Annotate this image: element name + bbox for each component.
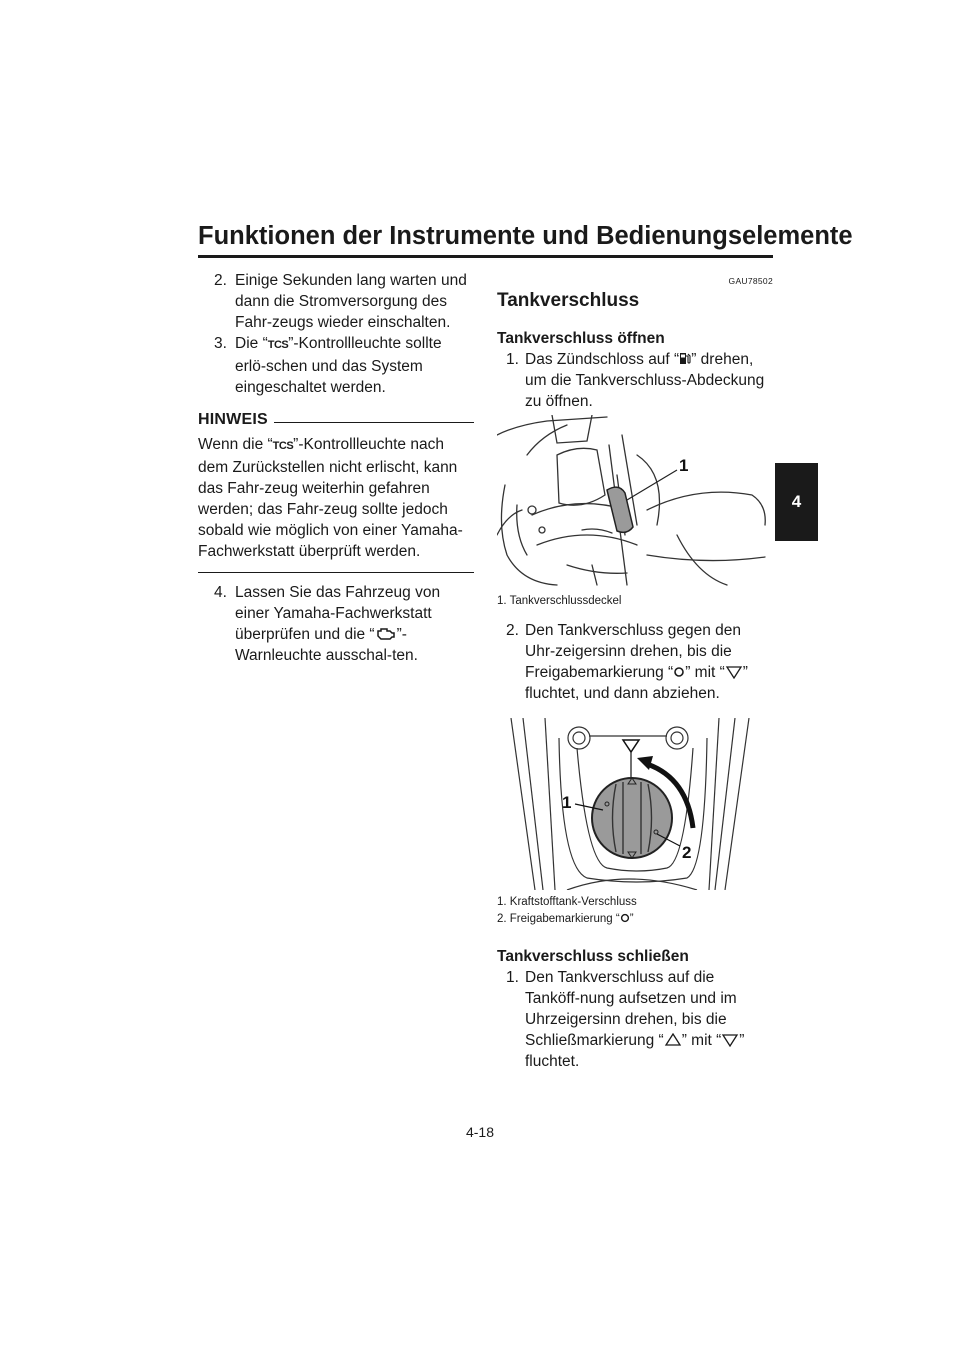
close-step-1 [497, 967, 773, 1072]
note-text-a: Wenn die “ [198, 436, 273, 453]
figure-2-caption-1: 1. Kraftstofftank-Verschluss [497, 896, 637, 908]
page-title: Funktionen der Instrumente und Bedienungselemente [198, 222, 853, 250]
tcs-icon: TCS [272, 440, 294, 452]
figure-2-label-2: 2 [682, 843, 692, 862]
fuel-cap-cover-illustration [497, 415, 767, 587]
fuel-tank-cap-illustration [497, 718, 759, 890]
step-text-b: ” mit “ [681, 1032, 722, 1049]
step-number: 2. [506, 622, 519, 639]
document-code: GAU78502 [728, 276, 773, 286]
section-title: Tankverschluss [497, 290, 640, 311]
step-text-a: Den Tankverschluss auf die Tanköff-nung aufsetzen und im Uhrzeigersinn drehen, bis die Schließmarkierung “ [525, 969, 737, 1049]
left-step-3 [198, 333, 474, 398]
note-body [198, 434, 474, 562]
step-number: 4. [214, 584, 227, 601]
note-text-b: ”-Kontrollleuchte nach dem Zurückstellen nicht erlischt, kann das Fahr-zeug weiterhin gefahren werden; das Fahr-zeug sollte jedoch sobald wie möglich von einer Yamaha-Fachwerkstatt überprüft werden. [198, 436, 463, 560]
caption-text-a: 2. Freigabemarkierung “ [497, 913, 620, 925]
step-number: 1. [506, 351, 519, 368]
open-step-1 [497, 349, 773, 412]
figure-1-caption: 1. Tankverschlussdeckel [497, 595, 622, 607]
step-text-a: Den Tankverschluss gegen den Uhr-zeigersinn drehen, bis die Freigabemarkierung “ [525, 622, 741, 681]
caption-text-b: ” [629, 913, 634, 925]
open-step-2 [497, 620, 773, 704]
release-mark-icon [620, 913, 630, 925]
note-rule [274, 422, 474, 423]
release-mark-icon [673, 664, 685, 681]
step-text-c: ” fluchtet. [525, 1032, 745, 1070]
header-rule [198, 255, 773, 258]
engine-warning-icon [375, 626, 397, 643]
subheading-close: Tankverschluss schließen [497, 948, 689, 965]
note-header [198, 409, 474, 430]
figure-2-caption-2 [497, 911, 773, 928]
triangle-down-icon [721, 1032, 739, 1049]
chapter-tab: 4 [775, 463, 818, 541]
figure-1-label: 1 [679, 456, 689, 475]
triangle-down-icon [725, 664, 743, 681]
right-column [497, 272, 773, 1072]
step-text-a: Das Zündschloss auf “ [525, 351, 680, 368]
step-text-b: ”-Kontrollleuchte sollte erlö-schen und das System eingeschaltet werden. [235, 335, 442, 396]
step-text: Einige Sekunden lang warten und dann die Stromversorgung des Fahr-zeugs wieder einschalten. [235, 272, 467, 331]
step-text-b: ” drehen, um die Tankverschluss-Abdeckung zu öffnen. [525, 351, 765, 410]
page-number: 4-18 [465, 1124, 495, 1140]
step-text-b: ”-Warnleuchte ausschal-ten. [235, 626, 418, 664]
figure-2-label-1: 1 [562, 793, 572, 812]
step-number: 2. [214, 272, 227, 289]
note-title: HINWEIS [198, 411, 268, 428]
subheading-open: Tankverschluss öffnen [497, 330, 665, 347]
step-number: 3. [214, 335, 227, 352]
triangle-up-icon [664, 1032, 682, 1049]
step-text-b: ” mit “ [685, 664, 725, 681]
note-end-rule [198, 572, 474, 573]
fuel-pump-icon [679, 351, 691, 368]
left-step-4 [198, 582, 474, 666]
step-text-a: Lassen Sie das Fahrzeug von einer Yamaha-Fachwerkstatt überprüfen und die “ [235, 584, 441, 643]
step-text-a: Die “ [235, 335, 268, 352]
left-step-2 [198, 270, 474, 333]
step-number: 1. [506, 969, 519, 986]
left-column [198, 270, 474, 666]
tcs-icon: TCS [267, 339, 289, 351]
step-text-c: ” fluchtet, und dann abziehen. [525, 664, 748, 702]
